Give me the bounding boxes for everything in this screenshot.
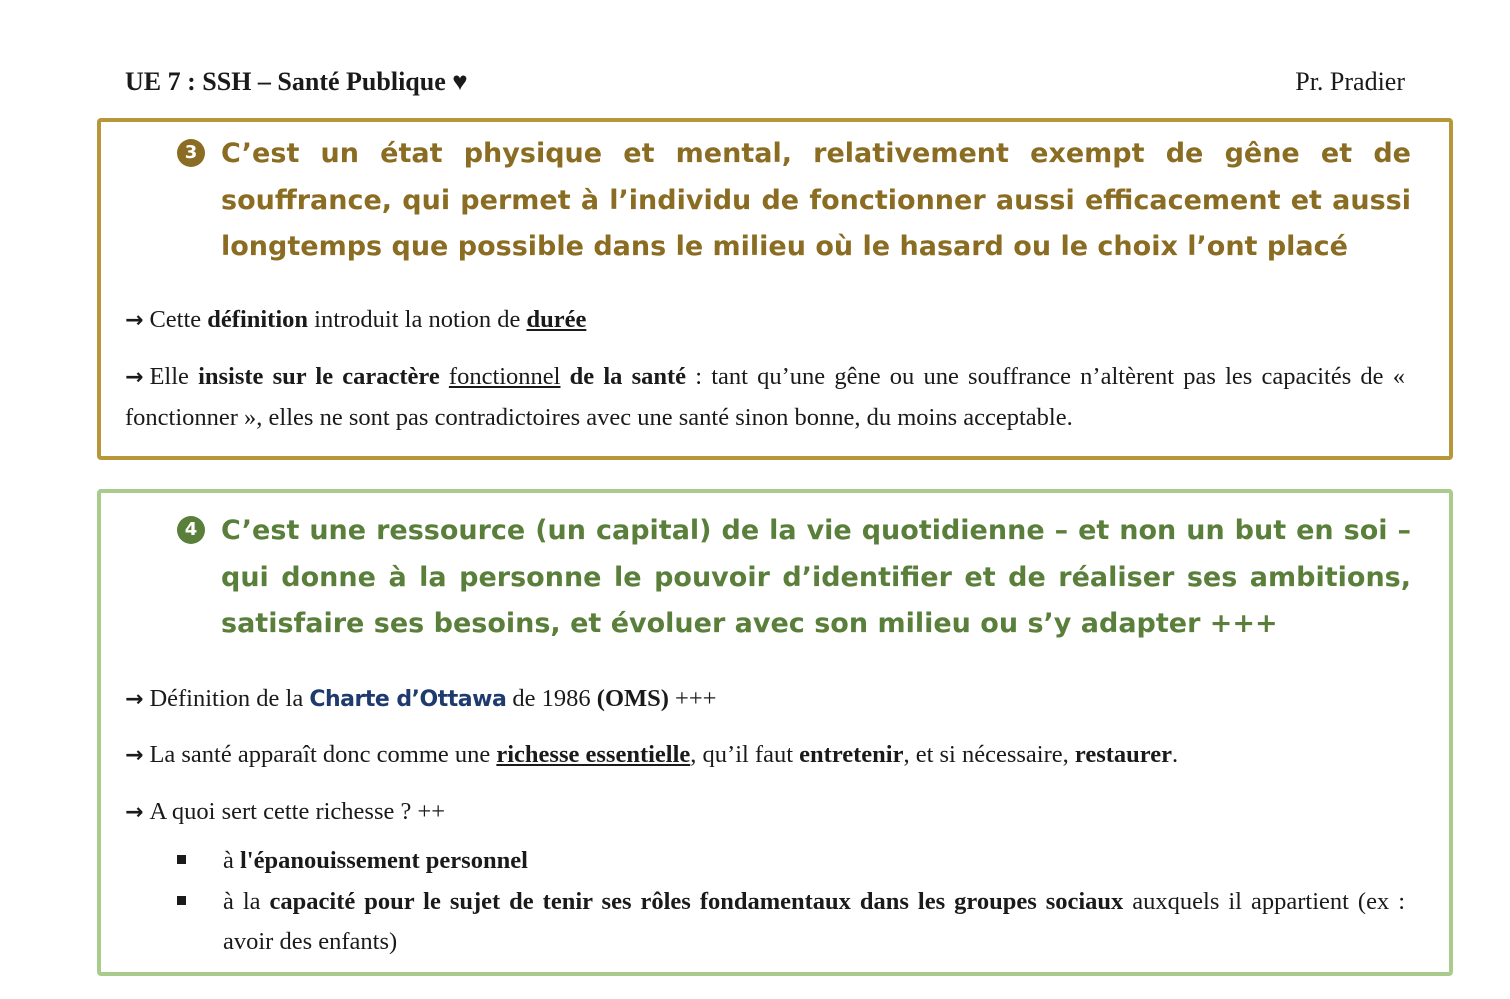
number-3-icon: 3 [177, 139, 205, 167]
charte-ottawa: Charte d’Ottawa [309, 687, 507, 712]
bullet-square-icon [177, 855, 186, 864]
paragraph-fonctionnel: → Elle insiste sur le caractère fonctionnel de la santé : tant qu’une gêne ou une souffrance n’altèrent pas les capacités de « fonctionner », elles ne sont pas contradictoires avec une santé sinon bonne, du moins acceptable. [125, 363, 1405, 431]
arrow-icon: → [125, 308, 144, 333]
page-header [125, 62, 1405, 102]
list-item: à l'épanouissement personnel [177, 841, 1405, 881]
definition-4-text: C’est une ressource (un capital) de la vie quotidienne – et non un but en soi – qui donne à la personne le pouvoir d’identifier et de réaliser ses ambitions, satisfaire ses besoins, et évoluer avec son milieu ou s’y adapter +++ [221, 515, 1411, 639]
arrow-icon: → [125, 800, 144, 825]
bullet-square-icon [177, 896, 186, 905]
definition-3-text: C’est un état physique et mental, relativement exempt de gêne et de souffrance, qui permet à l’individu de fonctionner aussi efficacement et aussi longtemps que possible dans le milieu où le hasard ou le choix l’ont placé [221, 138, 1411, 262]
paragraph-richesse: → La santé apparaît donc comme une richesse essentielle, qu’il faut entretenir, et si nécessaire, restaurer. [125, 741, 1179, 768]
definition-box-3 [97, 118, 1453, 460]
professor-name: Pr. Pradier [1295, 67, 1405, 96]
number-4-icon: 4 [177, 516, 205, 544]
course-title: UE 7 : SSH – Santé Publique ♥ [125, 67, 468, 96]
definition-box-4 [97, 489, 1453, 976]
paragraph-charte: → Définition de la Charte d’Ottawa de 1986 (OMS) +++ [125, 685, 717, 712]
arrow-icon: → [125, 743, 144, 768]
paragraph-question: → A quoi sert cette richesse ? ++ [125, 798, 446, 825]
arrow-icon: → [125, 365, 144, 390]
list-item: à la capacité pour le sujet de tenir ses rôles fondamentaux dans les groupes sociaux auxquels il appartient (ex : avoir des enfants) [177, 882, 1405, 962]
definition-3 [184, 131, 1411, 271]
paragraph-duree: → Cette définition introduit la notion de durée [125, 306, 587, 333]
definition-4 [184, 508, 1411, 648]
arrow-icon: → [125, 687, 144, 712]
